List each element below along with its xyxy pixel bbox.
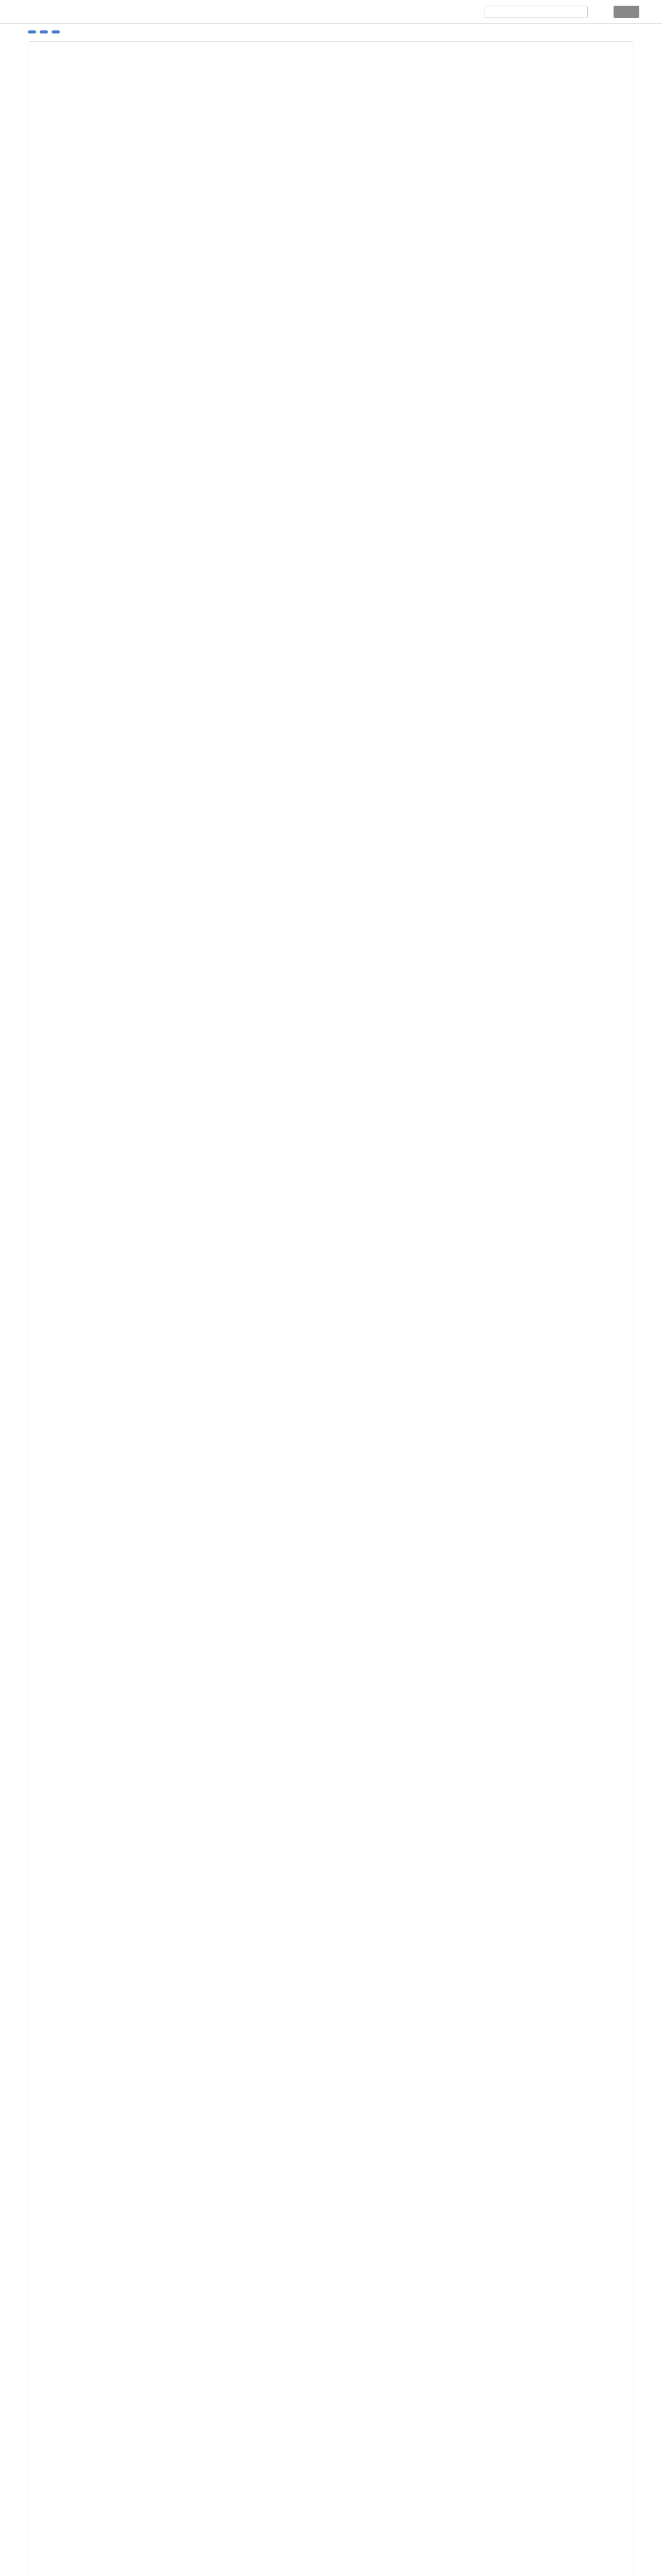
- crumb-category[interactable]: [40, 30, 48, 33]
- top-nav: [136, 7, 198, 14]
- search-button[interactable]: [614, 6, 639, 18]
- crumb-top[interactable]: [28, 30, 36, 33]
- crumb-thread[interactable]: [52, 30, 60, 33]
- top-header: [0, 0, 662, 24]
- search-input[interactable]: [485, 6, 588, 18]
- breadcrumb: [28, 29, 62, 35]
- thread-card: [28, 41, 634, 2576]
